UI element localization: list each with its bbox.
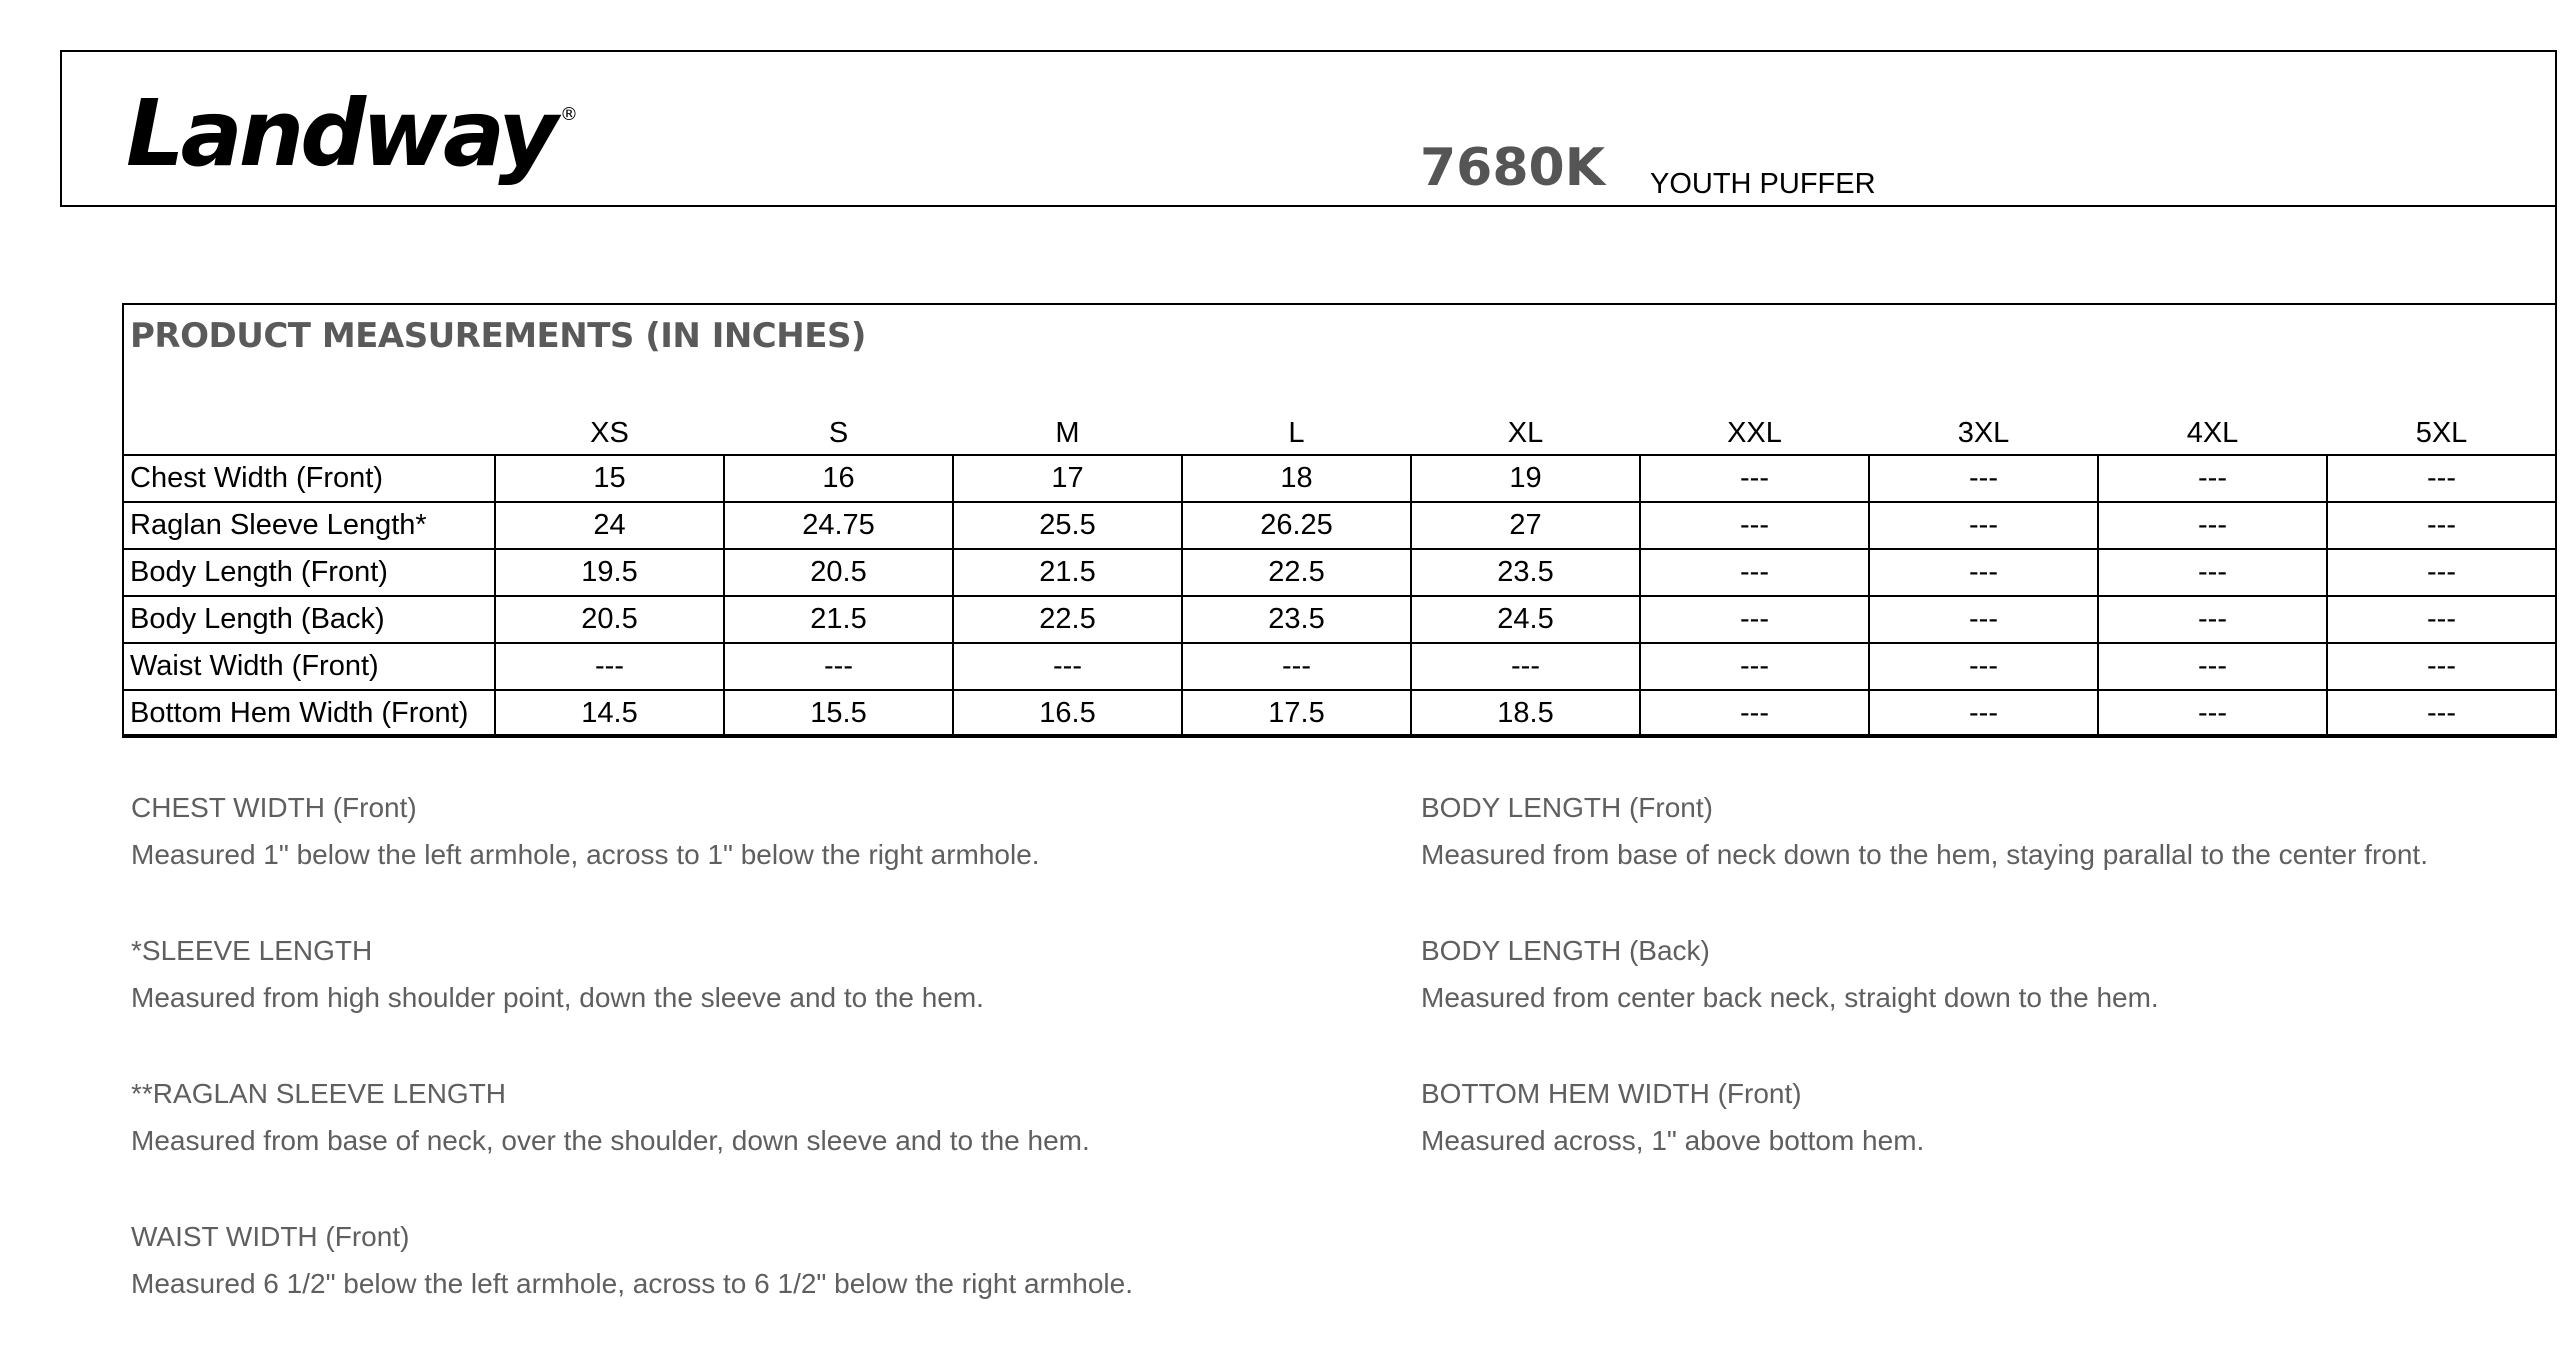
size-header: M [1055,417,1080,449]
measurement-cell: --- [2098,455,2327,502]
row-label: Waist Width (Front) [123,643,495,690]
measurement-cell: --- [1640,690,1869,737]
measurement-cell: --- [2098,549,2327,596]
measurement-cell: --- [2327,549,2556,596]
measurement-cell: --- [1869,643,2098,690]
measurement-cell: 16 [724,455,953,502]
table-row [123,502,2556,549]
definition-block [131,1219,1133,1362]
measurement-cell: 22.5 [1182,549,1411,596]
measurement-cell: 15.5 [724,690,953,737]
measurement-cell: 24.75 [724,502,953,549]
measurement-cell: 16.5 [953,690,1182,737]
size-header: L [1288,417,1305,449]
divider [2555,205,2557,305]
definition-text: Measured from base of neck down to the hem, staying parallal to the center front. [1421,839,2428,870]
measurement-cell: --- [1869,455,2098,502]
measurement-cell: 14.5 [495,690,724,737]
measurement-cell: 18 [1182,455,1411,502]
measurement-cell: 26.25 [1182,502,1411,549]
brand-name: Landway [126,80,555,187]
definition-text: Measured from high shoulder point, down the sleeve and to the hem. [131,982,984,1013]
table-row [123,596,2556,643]
measurement-cell: --- [1640,596,1869,643]
measurement-cell: --- [2098,596,2327,643]
definition-block [131,1076,1133,1219]
measurements-body [123,455,2556,737]
measurement-cell: --- [953,643,1182,690]
definition-text: Measured across, 1" above bottom hem. [1421,1125,1925,1156]
table-row [123,455,2556,502]
measurement-cell: --- [2327,455,2556,502]
row-label: Raglan Sleeve Length* [123,502,495,549]
measurement-cell: 19 [1411,455,1640,502]
style-number: 7680K [1420,138,1606,198]
definition-text: Measured from base of neck, over the shoulder, down sleeve and to the hem. [131,1125,1090,1156]
definitions-right [1421,790,2428,1219]
measurement-cell: --- [495,643,724,690]
measurement-cell: 27 [1411,502,1640,549]
registered-mark: ® [560,104,578,125]
measurement-cell: 23.5 [1182,596,1411,643]
size-header: 4XL [2186,417,2239,449]
size-header: XXL [1727,417,1782,449]
measurement-cell: --- [2327,502,2556,549]
measurement-cell: --- [2327,643,2556,690]
size-header: S [828,417,849,449]
size-header: 3XL [1957,417,2010,449]
measurement-cell: --- [2098,502,2327,549]
definition-title: BODY LENGTH (Back) [1421,935,1710,966]
measurement-cell: 18.5 [1411,690,1640,737]
measurement-cell: --- [1869,596,2098,643]
definition-title: CHEST WIDTH (Front) [131,792,417,823]
header-spacer [123,402,495,455]
definition-block [1421,1076,2428,1219]
style-name: YOUTH PUFFER [1650,168,1876,200]
measurement-cell: --- [2098,690,2327,737]
definition-block [131,790,1133,933]
measurement-cell: 21.5 [953,549,1182,596]
measurement-cell: 17.5 [1182,690,1411,737]
definition-text: Measured 6 1/2" below the left armhole, across to 6 1/2" below the right armhole. [131,1268,1133,1299]
definition-block [1421,933,2428,1076]
size-header: XS [590,417,629,449]
measurement-cell: --- [2327,596,2556,643]
measurement-cell: --- [724,643,953,690]
definition-block [1421,790,2428,933]
measurement-cell: 17 [953,455,1182,502]
row-label: Chest Width (Front) [123,455,495,502]
measurement-cell: 20.5 [495,596,724,643]
definitions-left [131,790,1133,1362]
definition-block [131,933,1133,1076]
definition-text: Measured 1" below the left armhole, across to 1" below the right armhole. [131,839,1040,870]
size-header: XL [1507,417,1544,449]
measurement-cell: 24.5 [1411,596,1640,643]
measurement-cell: 22.5 [953,596,1182,643]
measurement-cell: --- [1869,690,2098,737]
measurement-cell: --- [1640,643,1869,690]
measurement-cell: 24 [495,502,724,549]
measurement-cell: --- [2327,690,2556,737]
definition-title: BODY LENGTH (Front) [1421,792,1713,823]
measurement-cell: --- [1640,455,1869,502]
measurement-cell: --- [1411,643,1640,690]
measurement-cell: 20.5 [724,549,953,596]
measurement-cell: --- [1869,549,2098,596]
definition-title: BOTTOM HEM WIDTH (Front) [1421,1078,1802,1109]
measurement-cell: 25.5 [953,502,1182,549]
table-row [123,690,2556,737]
table-row [123,549,2556,596]
measurement-cell: --- [1869,502,2098,549]
brand-logo [126,80,555,208]
definition-title: **RAGLAN SLEEVE LENGTH [131,1078,507,1109]
measurement-cell: 15 [495,455,724,502]
measurements-table [122,402,2557,738]
measurement-cell: --- [1640,502,1869,549]
measurement-cell: --- [1640,549,1869,596]
size-header: 5XL [2415,417,2468,449]
row-label: Bottom Hem Width (Front) [123,690,495,737]
measurement-cell: 23.5 [1411,549,1640,596]
definition-text: Measured from center back neck, straight down to the hem. [1421,982,2159,1013]
measurement-cell: --- [2098,643,2327,690]
definition-title: WAIST WIDTH (Front) [131,1221,410,1252]
row-label: Body Length (Front) [123,549,495,596]
table-row [123,643,2556,690]
measurement-cell: 19.5 [495,549,724,596]
definition-title: *SLEEVE LENGTH [131,935,373,966]
measurement-cell: --- [1182,643,1411,690]
size-header-row [123,402,2556,455]
measurement-cell: 21.5 [724,596,953,643]
row-label: Body Length (Back) [123,596,495,643]
table-title: PRODUCT MEASUREMENTS (IN INCHES) [130,316,866,356]
